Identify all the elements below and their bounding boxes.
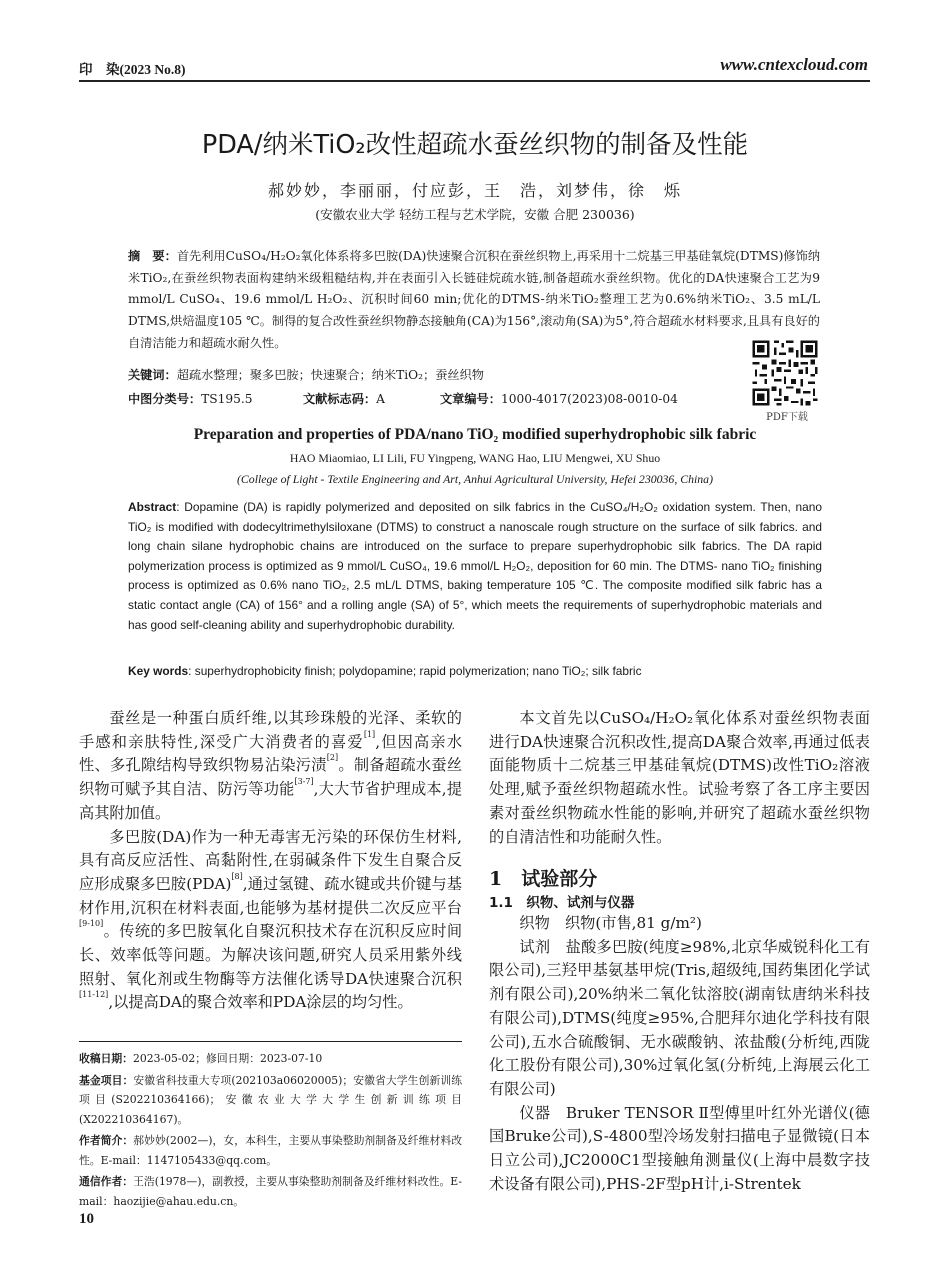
qr-code-icon[interactable] [750,338,820,408]
footnote-text: 2023-05-02；修回日期：2023-07-10 [132,1052,323,1065]
header-rule [79,80,870,82]
abstract-en [128,498,822,635]
body-right-column [489,707,870,849]
footnote-author [79,1131,462,1170]
instruments-paragraph: 仪器 Bruker TENSOR Ⅱ型傅里叶红外光谱仪(德国Bruke公司),S-4800型冷场发射扫描电子显微镜(日本日立公司),JC2000C1型接触角测量仪(上海中晨数字技术设备有限公司),PHS-2F型pH计,i-Strentek [489,1103,870,1193]
author-list: 郝妙妙，李丽丽，付应彭，王 浩，刘梦伟，徐 烁 [267,181,682,200]
footnote-label: 收稿日期： [79,1052,133,1065]
subsection-heading: 1.1 织物、试剂与仪器 [489,895,635,911]
page-number: 10 [79,1211,94,1227]
text-run: ,以提高DA的聚合效率和PDA涂层的均匀性。 [108,993,413,1012]
article-no-label: 文章编号： [440,392,501,406]
doc-code-value: A [376,392,385,406]
citation[interactable]: [11-12] [79,990,109,1000]
keywords-en-text: : superhydrophobicity finish; polydopamine; rapid polymerization; nano TiO₂; silk fabric [188,664,642,678]
text-run: ,但因高亲水性、多孔隙结构导致织物易沾染污渍 [79,732,463,775]
text-run: 。传统的多巴胺氧化自聚沉积技术存在沉积反应时间长、效率低等问题。为解决该问题,研究人员采用紫外线照射、氧化剂或生物酶等方法催化诱导DA快速聚合沉积 [79,922,462,988]
footnote-corresponding [79,1172,462,1211]
keywords-en-label: Key words [128,664,189,678]
paper-title: PDA/纳米TiO₂改性超疏水蚕丝织物的制备及性能 [201,130,749,160]
text-run: ,大大节省护理成本,提高其附加值。 [79,780,463,822]
journal-issue: 印 染(2023 No.8) [79,62,186,77]
affiliation: (安徽农业大学 轻纺工程与艺术学院，安徽 合肥 230036) [315,207,635,222]
footnote-text: 安徽省科技重大专项(202103a06020005)；安徽省大学生创新训练项目(S202210364166)；安徽农业大学大学生创新训练项目(X202210364167)。 [79,1073,463,1126]
footnote-label: 基金项目： [79,1073,134,1087]
text-run: ,通过氢键、疏水键或共价键与基材作用,沉积在材料表面,也能够为基材提供二次反应平台 [79,874,462,917]
abstract-en-text: : Dopamine (DA) is rapidly polymerized and deposited on silk fabrics in the CuSO₄/H₂O₂ oxidation system. Then, nano TiO₂ is modified with dodecyltrimethylsiloxane (DTMS) to construct a nanoscale rough structure on the surface of silk fabrics. and long chain silane hydrophobic chains are introduced on the surface to prepare superhydrophobic silk fabrics. The DA rapid polymerization process is optimized as 9 mmol/L CuSO₄, 19.6 mmol/L H₂O₂, deposition for 60 min. The DTMS- nano TiO₂ finishing process is optimized as 0.6% nano TiO₂, 2.5 mL/L DTMS, baking temperature 105 ℃. The composite modified silk fabric has a static contact angle (CA) of 156° and a rolling angle (SA) of 5°, which meets the requirements of superhydrophobic materials and has good self-cleaning ability and superhydrophobic durability. [128,500,822,632]
reagents-paragraph: 试剂 盐酸多巴胺(纯度≥98%,北京华威锐科化工有限公司),三羟甲基氨基甲烷(Tris,超级纯,国药集团化学试剂有限公司),20%纳米二氧化钛溶胶(湖南钛唐纳米科技有限公司),DTMS(纯度≥95%,合肥拜尔迪化学科技有限公司),五水合硫酸铜、无水碳酸钠、浓盐酸(分析纯,西陇化工股份有限公司),30%过氧化氢(分析纯,上海展云化工有限公司) [489,937,870,1098]
footnote-rule [79,1041,462,1042]
citation[interactable]: [2] [326,753,339,763]
citation[interactable]: [1] [363,729,376,739]
fabric-paragraph: 织物 织物(市售,81 g/m²) [519,914,702,932]
english-authors: HAO Miaomiao, LI Lili, FU Yingpeng, WANG Hao, LIU Mengwei, XU Shuo [289,451,661,465]
english-title: Preparation and properties of PDA/nano TiO₂ modified superhydrophobic silk fabric [193,426,757,443]
journal-website[interactable]: www.cntexcloud.com [720,55,868,74]
footnote-text: 郝妙妙(2002—)，女，本科生，主要从事染整助剂制备及纤维材料改性。E-mail：1147105433@qq.com。 [79,1134,463,1167]
body-paragraph [79,707,462,826]
abstract-zh-text: 首先利用CuSO₄/H₂O₂氧化体系将多巴胺(DA)快速聚合沉积在蚕丝织物上,再采用十二烷基三甲基硅氧烷(DTMS)修饰纳米TiO₂,在蚕丝织物表面构建纳米级粗糙结构,并在表面引入长链硅烷疏水链,制备超疏水蚕丝织物。优化的DA快速聚合工艺为9 mmol/L CuSO₄、19.6 mmol/L H₂O₂、沉积时间60 min;优化的DTMS-纳米TiO₂整理工艺为0.6%纳米TiO₂、3.5 mL/L DTMS,烘焙温度105 ℃。制得的复合改性蚕丝织物静态接触角(CA)为156°,滚动角(SA)为5°,符合超疏水材料要求,且具有良好的自清洁能力和超疏水耐久性。 [128,249,821,350]
text-run: 多巴胺(DA)作为一种无毒害无污染的环保仿生材料,具有高反应活性、高黏附性,在弱碱条件下发生自聚合反应形成聚多巴胺(PDA) [79,827,462,893]
footnote-received [79,1049,462,1069]
body-left-column [79,707,462,1015]
abstract-zh [128,246,820,355]
footnote-text: 王浩(1978—)，副教授，主要从事染整助剂制备及纤维材料改性。E-mail：haozijie@ahau.edu.cn。 [79,1175,462,1208]
footnotes [79,1049,462,1213]
keywords-zh [128,366,728,383]
section-heading: 1 试验部分 [489,868,598,890]
clc-label: 中图分类号： [128,392,202,406]
citation[interactable]: [9-10] [79,919,104,929]
materials-section [489,912,870,1196]
citation[interactable]: [3-7] [294,777,314,787]
body-paragraph [79,826,462,1016]
citation[interactable]: [8] [231,871,243,881]
keywords-zh-text: 超疏水整理；聚多巴胺；快速聚合；纳米TiO₂；蚕丝织物 [176,368,484,382]
classification-row [128,390,768,407]
keywords-en [128,664,822,678]
doc-code-label: 文献标志码： [303,392,377,406]
text-run: 。制备超疏水蚕丝织物可赋予其自洁、防污等功能 [79,756,463,799]
footnote-fund [79,1071,462,1130]
keywords-zh-label: 关键词： [128,368,177,382]
footnote-label: 通信作者： [79,1175,134,1188]
abstract-en-label: Abstract [128,500,177,514]
clc-value: TS195.5 [201,392,253,406]
article-no-value: 1000-4017(2023)08-0010-04 [500,392,678,406]
abstract-zh-label: 摘 要： [128,249,177,263]
footnote-label: 作者简介： [79,1134,134,1147]
body-paragraph: 本文首先以CuSO₄/H₂O₂氧化体系对蚕丝织物表面进行DA快速聚合沉积改性,提高DA聚合效率,再通过低表面能物质十二烷基三甲基硅氧烷(DTMS)改性TiO₂溶液处理,赋予蚕丝织物超疏水性。试验考察了各工序主要因素对蚕丝织物疏水性能的影响,并研究了超疏水蚕丝织物的自清洁性和功能耐久性。 [489,709,870,846]
pdf-download-label[interactable]: PDF下载 [766,412,808,423]
text-run: 蚕丝是一种蛋白质纤维,以其珍珠般的光泽、柔软的手感和亲肤特性,深受广大消费者的喜爱 [79,709,462,751]
english-affiliation: (College of Light - Textile Engineering and Art, Anhui Agricultural University, Hefei 230036, China) [237,472,713,486]
